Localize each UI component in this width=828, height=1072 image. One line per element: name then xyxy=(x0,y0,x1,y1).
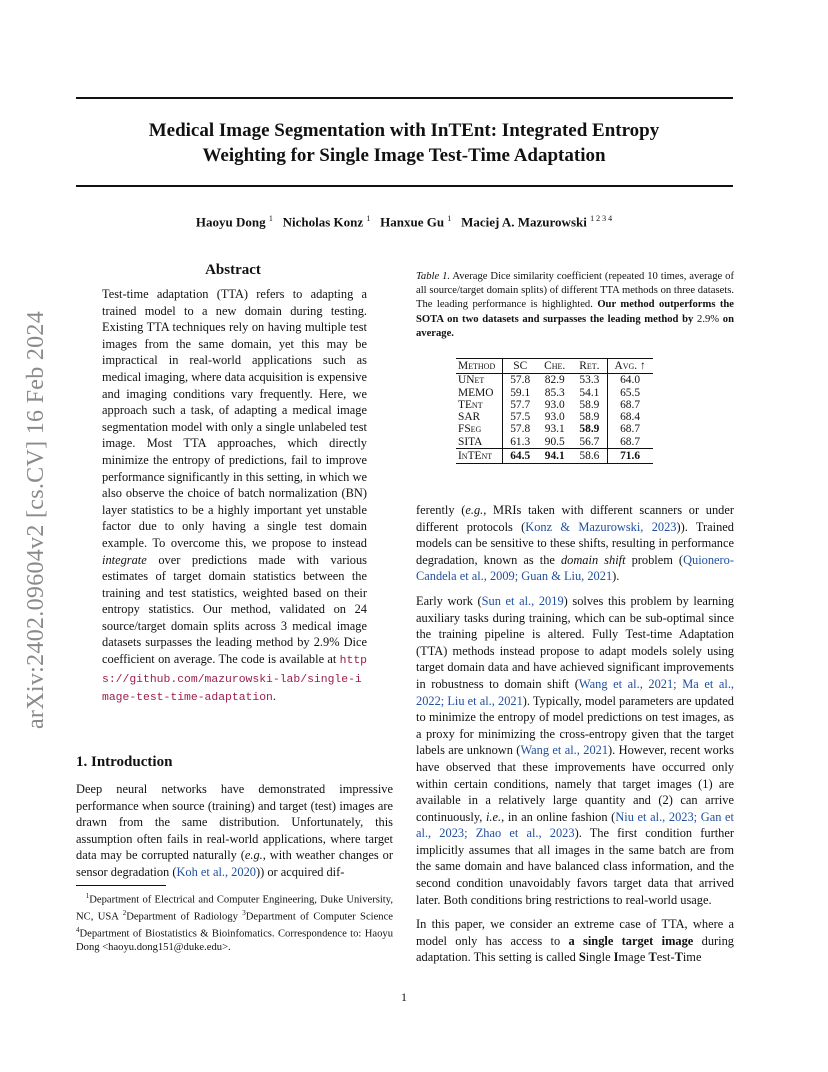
text-part: during adaptation. This setting is called xyxy=(416,933,735,965)
text-emphasis: domain shift xyxy=(560,552,626,567)
citation-link[interactable]: Niu et al., 2023; Gan et al., 2023; Zhao et al., 2023 xyxy=(416,809,734,841)
footnote-part: Department of Biostatistics & Bioinfomatics. Correspondence to: Haoyu Dong <haoyu.dong151@duke.edu>. xyxy=(76,928,393,954)
table-cell: 58.6 xyxy=(572,449,607,464)
text-bold: S xyxy=(578,950,586,965)
table-cell: SITA xyxy=(458,435,483,448)
table-cell: 71.6 xyxy=(607,449,653,464)
text-part: problem ( xyxy=(625,552,684,567)
table-cell: 58.9 xyxy=(579,423,600,436)
author: Haoyu Dong xyxy=(195,214,266,230)
table-header: Avg. ↑ xyxy=(607,359,653,374)
footnote-mark: 4 xyxy=(76,926,80,935)
author-affiliation: 1 xyxy=(366,214,371,223)
table-cell: 68.7 xyxy=(607,436,653,449)
text-part: ). xyxy=(612,569,620,584)
author-affiliation: 1 xyxy=(447,214,452,223)
text-bold: a single target image xyxy=(568,933,694,948)
table-row xyxy=(456,449,653,464)
text-bold: T xyxy=(648,950,657,965)
abstract-part: over predictions made with various estimates of target domain statistics between the training and test statistics, weighted based on their entropy statistics. Our method, validated on 24 source/target domain splits across 3 medical image datasets surpasses the leading method by 2.9% Dice coefficient on average. The code is available at xyxy=(102,552,367,667)
text-emphasis: e.g. xyxy=(465,503,484,517)
table-cell: 85.3 xyxy=(544,386,565,399)
author: Maciej A. Mazurowski xyxy=(461,214,587,230)
abstract-text xyxy=(102,286,367,707)
table-cell: 94.1 xyxy=(537,449,572,464)
table-cell: 58.9 xyxy=(579,411,600,424)
table-cell: 53.3 xyxy=(579,374,600,387)
table-header: Method xyxy=(456,359,503,374)
table-header: Che. xyxy=(537,359,572,374)
text-part: In this paper, we consider an extreme case of TTA, where a model only has access to xyxy=(416,917,734,948)
caption-number: 2.9% xyxy=(697,313,720,325)
text-part: est- xyxy=(656,950,675,965)
table-row xyxy=(456,399,653,411)
title-line-2: Weighting for Single Image Test-Time Adaptation xyxy=(202,145,606,166)
table-cell: 93.1 xyxy=(544,423,565,436)
text-part: )). Trained models can be sensitive to these shifts, resulting in performance degradation, known as the xyxy=(416,519,734,567)
caption-bold-end: on average. xyxy=(416,313,734,339)
paragraph xyxy=(416,502,734,585)
text-emphasis: i.e. xyxy=(485,809,502,824)
table-row xyxy=(456,423,653,435)
table-row xyxy=(456,374,653,387)
table-header: SC xyxy=(503,359,537,374)
intro-part: )) or acquired dif- xyxy=(255,864,345,879)
table-cell: 64.0 xyxy=(607,374,653,387)
table-cell: 93.0 xyxy=(544,398,565,411)
text-bold: I xyxy=(613,950,619,965)
code-link[interactable]: https://github.com/mazurowski-lab/single-image-test-time-adaptation xyxy=(102,655,367,705)
text-part: ime xyxy=(682,950,702,965)
citation-link[interactable]: Konz & Mazurowski, 2023 xyxy=(525,519,677,534)
table-cell: TEnt xyxy=(458,398,483,411)
abstract-part: Test-time adaptation (TTA) refers to adapting a trained model to a new domain during testing. Existing TTA techniques rely on having multiple test images from the same domain, yet this may be impractical in real-world applications such as medical imaging, where data acquisition is expensive and imaging conditions vary frequently. Here, we approach such a task, of adapting a medical image segmentation model with only a single unlabeled test image. Most TTA approaches, which directly minimize the entropy of predictions, fail to improve performance significantly in this setting, in which we also observe the choice of batch normalization (BN) layer statistics to be a highly important yet unstable factor due to only having a single test domain example. To overcome this, we propose to instead xyxy=(102,287,367,550)
intro-part: , with weather changes or sensor degradation ( xyxy=(76,848,393,879)
table-cell: 57.7 xyxy=(503,399,537,411)
table-cell: 61.3 xyxy=(503,436,537,449)
table-row xyxy=(456,387,653,399)
text-part: ferently ( xyxy=(416,503,466,517)
table-cell: 68.7 xyxy=(607,423,653,435)
intro-part: Deep neural networks have demonstrated impressive performance when source (training) and target (test) images are drawn from the same distribution. Unfortunately, this assumption often fails in real-world applications, where target data may be corrupted naturally ( xyxy=(76,782,393,863)
table-cell: 58.9 xyxy=(579,398,600,411)
footnote-mark: 1 xyxy=(85,892,90,900)
table-cell: 93.0 xyxy=(544,411,565,424)
text-part: ). The first condition further implicitly assumes that all images in the same batch are from the same domain and have balanced class information, and the second condition unavoidably favors target data that arrived later. Both conditions bring restrictions to real-world usage. xyxy=(416,826,734,907)
text-part: , in an online fashion ( xyxy=(501,809,616,824)
author-list xyxy=(100,214,708,230)
top-rule xyxy=(76,97,733,99)
text-part: mage xyxy=(618,950,649,965)
table-cell: MEMO xyxy=(458,386,494,399)
table-cell: 82.9 xyxy=(544,374,565,387)
table-caption xyxy=(416,270,734,341)
author-affiliation: 1 xyxy=(268,214,273,223)
footnote-part: Department of Radiology xyxy=(126,911,243,923)
citation-link[interactable]: Quionero-Candela et al., 2009; Guan & Liu, 2021 xyxy=(416,552,734,584)
citation-link[interactable]: Sun et al., 2019 xyxy=(481,593,564,608)
page-number: 1 xyxy=(401,990,407,1004)
citation-link[interactable]: Wang et al., 2021 xyxy=(520,743,609,758)
abstract-heading: Abstract xyxy=(205,262,261,278)
table-cell: 64.5 xyxy=(503,449,537,464)
table-cell: 68.7 xyxy=(607,399,653,411)
footnote-mark: 2 xyxy=(122,909,127,918)
table-header: Ret. xyxy=(572,359,607,374)
text-part: Early work ( xyxy=(416,593,482,608)
footnote-rule xyxy=(76,885,166,886)
paragraph xyxy=(416,916,734,966)
table-cell: 90.5 xyxy=(544,435,565,448)
table-cell: UNet xyxy=(458,374,485,387)
author-affiliation: 1 2 3 4 xyxy=(590,214,613,223)
caption-text: Average Dice similarity coefficient (repeated 10 times, average of all source/target domain splits) of different TTA methods on three datasets. The leading performance is highlighted. xyxy=(416,271,734,311)
arxiv-identifier: arXiv:2402.09604v2 [cs.CV] 16 Feb 2024 xyxy=(23,310,49,730)
footnote-part: Department of Computer Science xyxy=(245,911,393,923)
footnote-mark: 3 xyxy=(242,909,246,918)
paper-title xyxy=(100,118,708,168)
caption-bold: Our method outperforms the SOTA on two datasets and surpasses the leading method by xyxy=(416,299,734,325)
author: Hanxue Gu xyxy=(380,214,445,230)
table-header-row xyxy=(456,359,653,374)
introduction-heading: 1. Introduction xyxy=(76,754,173,770)
title-bottom-rule xyxy=(76,185,733,187)
citation-link[interactable]: Wang et al., 2021; Ma et al., 2022; Liu et al., 2021 xyxy=(416,676,735,708)
author: Nicholas Konz xyxy=(282,214,364,230)
text-bold: T xyxy=(674,950,683,965)
table-cell: InTEnt xyxy=(456,449,503,464)
table-cell: 68.4 xyxy=(607,411,653,423)
text-part: ). Typically, model parameters are updated to minimize the entropy of model predictions on test images, as a proxy for minimizing the cross-entropy given that the target labels are unknown ( xyxy=(416,693,734,758)
text-part: ingle xyxy=(585,950,614,965)
footnote xyxy=(76,890,393,955)
table-cell: 57.8 xyxy=(503,374,537,387)
intro-emphasis: e.g. xyxy=(244,848,263,863)
table-row xyxy=(456,436,653,449)
citation-link[interactable]: Koh et al., 2020 xyxy=(176,864,256,879)
footnote-part: Department of Electrical and Computer Engineering, Duke University, NC, USA xyxy=(76,894,393,923)
text-part: , MRIs taken with different scanners or under different protocols ( xyxy=(416,503,734,534)
right-column-text xyxy=(416,502,734,974)
text-part: ). However, recent works have observed that these improvements have occurred only within certain conditions, namely that target images (1) are available in a relatively large quantity and (2) can arrive continuously, xyxy=(416,743,734,824)
caption-label: Table 1. xyxy=(416,271,451,282)
table-cell: 54.1 xyxy=(579,386,600,399)
title-line-1: Medical Image Segmentation with InTEnt: Integrated Entropy xyxy=(148,120,660,141)
results-table xyxy=(456,358,653,464)
paragraph xyxy=(416,593,734,908)
introduction-text xyxy=(76,781,393,881)
table-cell: 57.5 xyxy=(503,411,537,423)
table-cell: 57.8 xyxy=(503,423,537,435)
abstract-emphasis: integrate xyxy=(102,552,147,567)
table-cell: SAR xyxy=(458,411,481,424)
table-cell: 56.7 xyxy=(579,435,600,448)
table-cell: FSeg xyxy=(458,423,482,436)
text-part: ) solves this problem by learning auxiliary tasks during training, which can be sub-optimal since the training pipeline is altered. Fully Test-time Adaptation (TTA) methods instead propose to adapt models solely using target domain data and have achieved significant improvements in robustness to domain shift ( xyxy=(416,593,734,691)
table-cell: 59.1 xyxy=(503,387,537,399)
abstract-part: . xyxy=(272,689,276,704)
table-row xyxy=(456,411,653,423)
table-cell: 65.5 xyxy=(607,387,653,399)
